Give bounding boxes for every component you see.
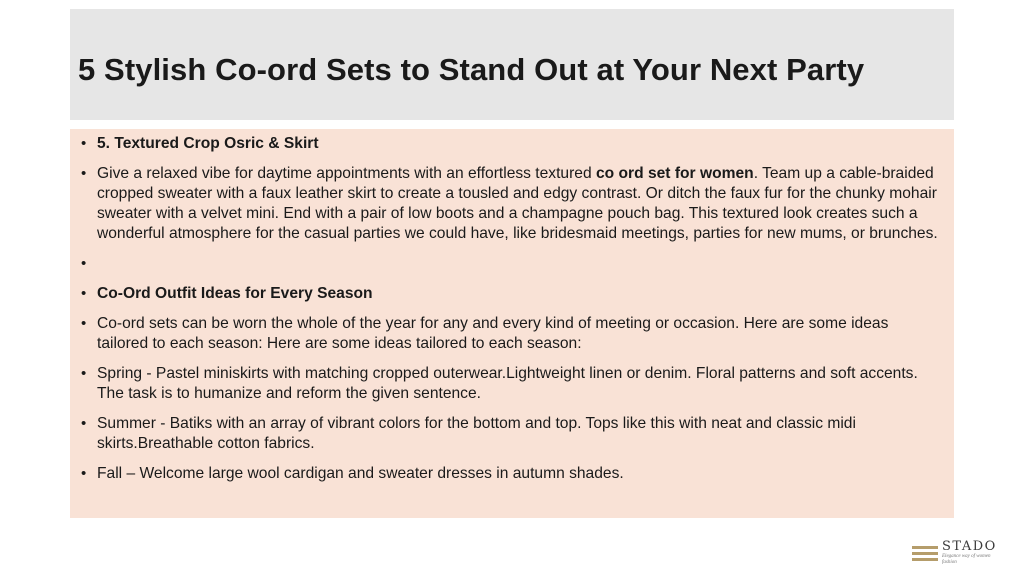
title-box	[70, 9, 954, 120]
bullet-text: . Team up a cable-braided cropped sweater with a faux leather skirt to create a tousled and edgy contrast. Or ditch the faux fur for the chunky mohair sweater with a velvet mini. End with a pair of low boots and a champagne pouch bag. This textured look creates such a wonderful atmosphere for the casual parties we could have, like bridesmaid meetings, parties for new mums, or brunches.	[97, 165, 938, 242]
bullet-dot: •	[81, 415, 87, 432]
bullet-text-bold: co ord set for women	[595, 165, 754, 182]
logo-tagline: Elegance way of women fashion	[942, 554, 991, 565]
bullet-list	[78, 134, 942, 484]
bullet-text: Fall – Welcome large wool cardigan and sweater dresses in autumn shades.	[97, 465, 624, 482]
logo-lines-icon	[912, 546, 938, 561]
bullet-dot: •	[81, 465, 87, 482]
bullet-dot: •	[81, 255, 87, 272]
bullet-item	[78, 314, 942, 354]
bullet-text: Give a relaxed vibe for daytime appointments with an effortless textured	[97, 165, 596, 182]
bullet-dot: •	[81, 315, 87, 332]
bullet-text: Co-ord sets can be worn the whole of the year for any and every kind of meeting or occasion. Here are some ideas tailored to each season: Here are some ideas tailored to each season:	[97, 315, 889, 352]
stado-logo	[912, 540, 996, 566]
bullet-item	[78, 254, 942, 274]
content-box	[70, 129, 954, 518]
bullet-item	[78, 414, 942, 454]
bullet-dot: •	[81, 165, 87, 182]
logo-word: STADO	[942, 539, 997, 554]
bullet-item	[78, 364, 942, 404]
logo-text	[942, 540, 997, 566]
bullet-text-bold: Co-Ord Outfit Ideas for Every Season	[97, 285, 373, 302]
bullet-dot: •	[81, 135, 87, 152]
bullet-dot: •	[81, 285, 87, 302]
bullet-dot: •	[81, 365, 87, 382]
bullet-item	[78, 464, 942, 484]
bullet-item	[78, 284, 942, 304]
bullet-text-bold: 5. Textured Crop Osric & Skirt	[97, 135, 319, 152]
bullet-item	[78, 134, 942, 154]
bullet-text: Spring - Pastel miniskirts with matching cropped outerwear.Lightweight linen or denim. Floral patterns and soft accents. The task is to humanize and reform the given sentence.	[97, 365, 918, 402]
slide-title: 5 Stylish Co-ord Sets to Stand Out at Your Next Party	[78, 51, 865, 87]
bullet-item	[78, 164, 942, 244]
bullet-text: Summer - Batiks with an array of vibrant colors for the bottom and top. Tops like this with neat and classic midi skirts.Breathable cotton fabrics.	[97, 415, 856, 452]
